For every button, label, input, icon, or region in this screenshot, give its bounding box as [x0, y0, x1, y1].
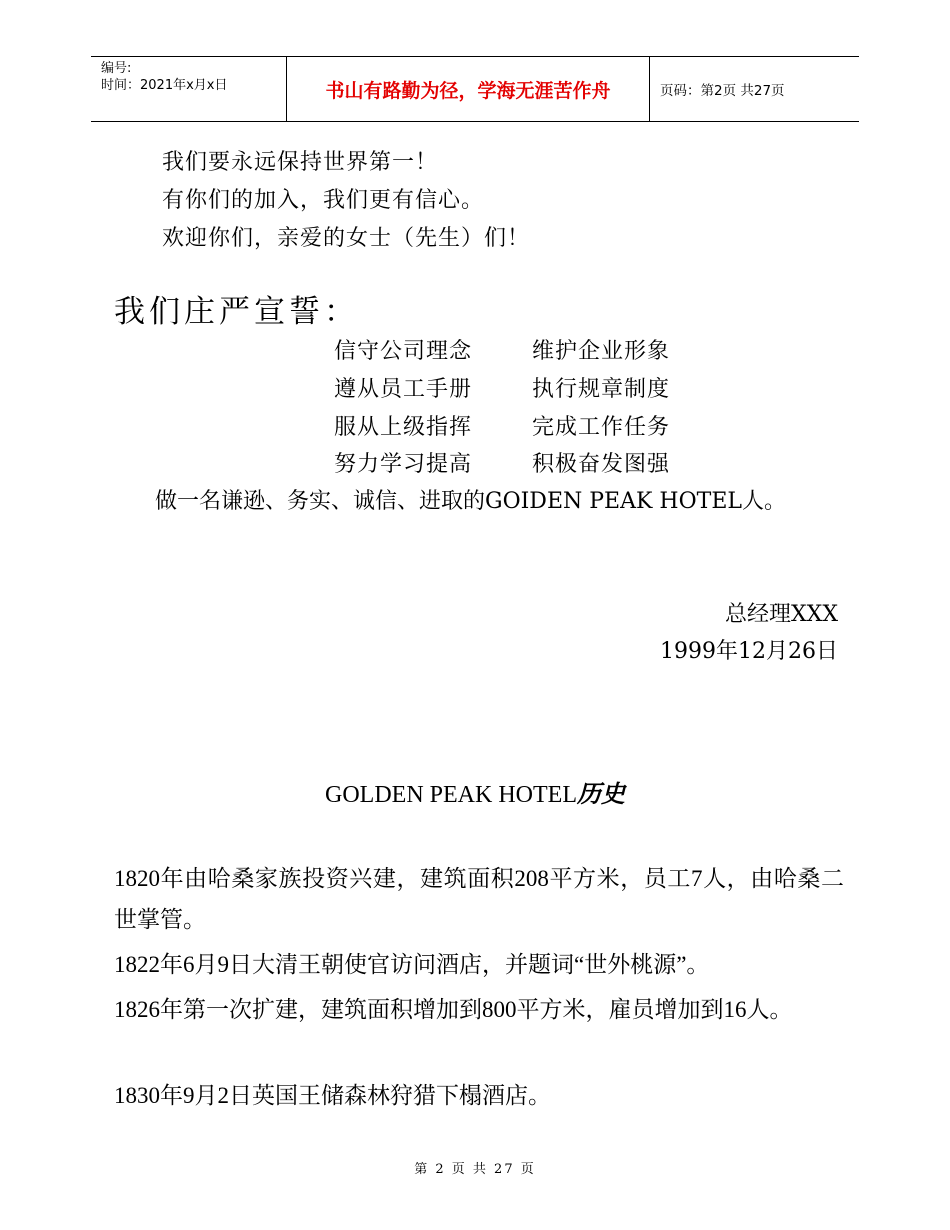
oath-closing: 做一名谦逊、务实、诚信、进取的GOIDEN PEAK HOTEL人。 — [155, 489, 786, 514]
oath-row — [334, 372, 671, 403]
oath-item: 信守公司理念 — [334, 339, 473, 364]
page-footer: 第 2 页 共 27 页 — [414, 1162, 536, 1177]
oath-item: 执行规章制度 — [532, 377, 671, 402]
oath-item: 积极奋发图强 — [532, 452, 671, 477]
oath-row — [334, 447, 671, 478]
oath-item: 努力学习提高 — [334, 452, 473, 477]
intro-line: 欢迎你们，亲爱的女士（先生）们！ — [162, 226, 531, 251]
time-label: 时间：2021年x月x日 — [101, 78, 228, 93]
oath-item: 遵从员工手册 — [334, 377, 473, 402]
oath-item: 服从上级指挥 — [334, 415, 473, 440]
oath-item: 完成工作任务 — [532, 415, 671, 440]
history-title-cn: 历史 — [576, 779, 625, 808]
history-title — [0, 774, 950, 809]
intro-line: 我们要永远保持世界第一！ — [162, 150, 439, 175]
signature-date: 1999年12月26日 — [660, 639, 838, 664]
oath-title: 我们庄严宣誓： — [114, 294, 359, 330]
oath-row — [334, 410, 671, 441]
oath-row — [334, 334, 671, 365]
signature-name: 总经理XXX — [725, 602, 838, 627]
history-title-en: GOLDEN PEAK HOTEL — [325, 782, 577, 808]
header-page-info: 页码：第2页 共27页 — [660, 83, 785, 99]
oath-item: 维护企业形象 — [532, 339, 671, 364]
code-label: 编号: — [101, 61, 132, 76]
history-paragraph: 1820年由哈桑家族投资兴建，建筑面积208平方米，员工7人，由哈桑二世掌管。 — [114, 866, 844, 932]
header-motto: 书山有路勤为径，学海无涯苦作舟 — [287, 57, 650, 121]
page-header — [91, 56, 859, 122]
intro-line: 有你们的加入，我们更有信心。 — [162, 188, 485, 213]
history-paragraph: 1822年6月9日大清王朝使官访问酒店，并题词“世外桃源”。 — [114, 952, 710, 977]
history-paragraph: 1826年第一次扩建，建筑面积增加到800平方米，雇员增加到16人。 — [114, 997, 793, 1022]
header-meta — [91, 57, 287, 121]
history-paragraph: 1830年9月2日英国王储森林狩猎下榻酒店。 — [114, 1083, 551, 1108]
